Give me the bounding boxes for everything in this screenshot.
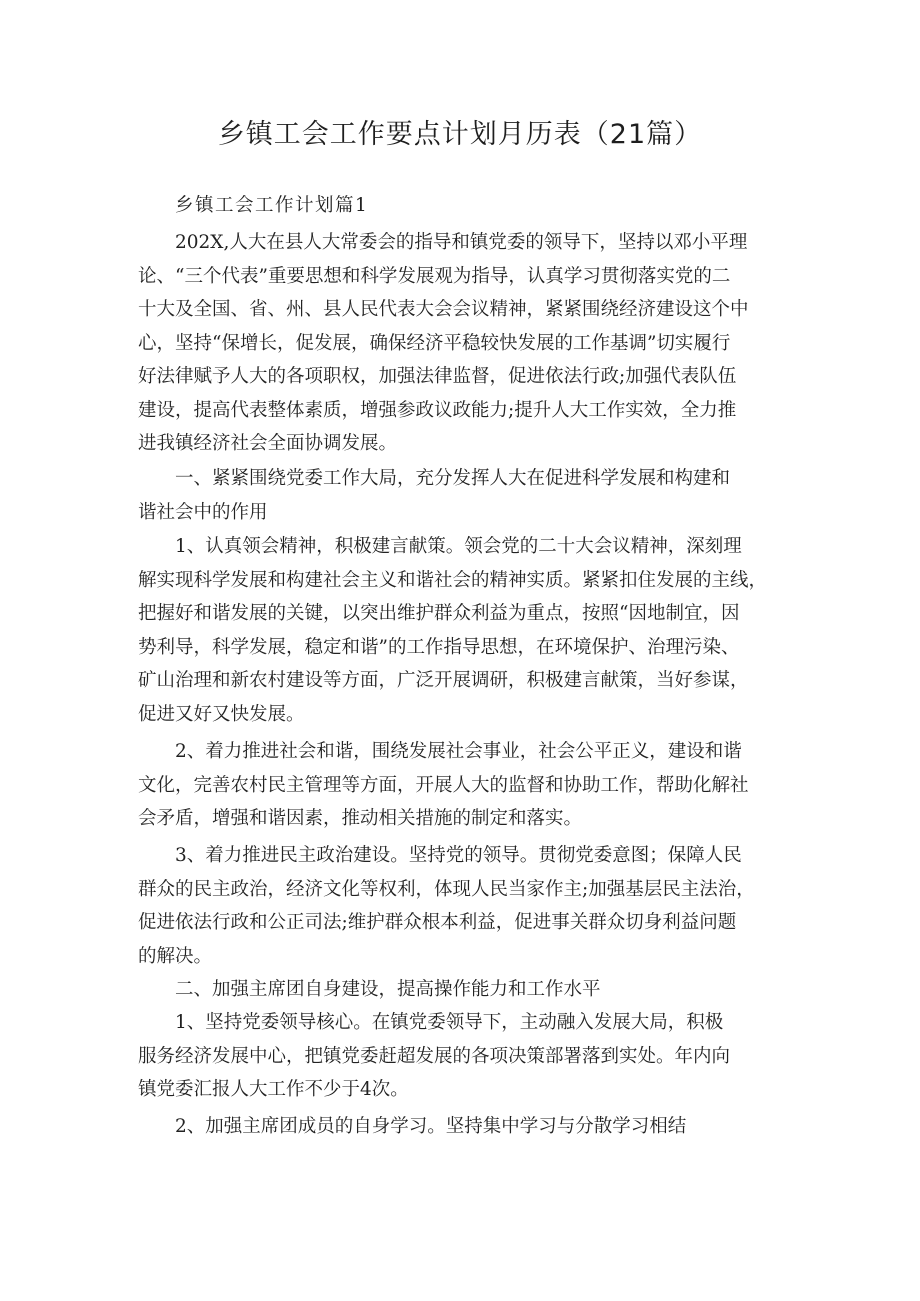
paragraph-item-3: [138, 839, 793, 973]
paragraph-line: 好法律赋予人大的各项职权，加强法律监督，促进依法行政;加强代表队伍: [138, 366, 737, 387]
paragraph-line: 群众的民主政治，经济文化等权利，体现人民当家作主;加强基层民主法治，: [138, 878, 755, 900]
paragraph-line: 进我镇经济社会全面协调发展。: [138, 433, 398, 454]
paragraph-line: 心，坚持“保增长，促发展，确保经济平稳较快发展的工作基调”切实履行: [138, 332, 731, 354]
paragraph-line: 论、“三个代表”重要思想和科学发展观为指导，认真学习贯彻落实党的二: [138, 265, 731, 287]
paragraph-line: 服务经济发展中心，把镇党委赶超发展的各项决策部署落到实处。年内向: [138, 1045, 731, 1067]
heading-part-two: [138, 973, 793, 1007]
paragraph-line: 二、加强主席团自身建设，提高操作能力和工作水平: [175, 979, 601, 1000]
paragraph-line: 解实现科学发展和构建社会主义和谐社会的精神实质。紧紧扣住发展的主线，: [138, 569, 768, 591]
section-heading: [138, 189, 793, 223]
paragraph-intro: [138, 226, 793, 461]
paragraph-item-1: [138, 530, 793, 731]
paragraph-line: 202X,人大在县人大常委会的指导和镇党委的领导下，坚持以邓小平理: [175, 232, 748, 253]
paragraph-line: 矿山治理和新农村建设等方面，广泛开展调研，积极建言献策，当好参谋，: [138, 670, 749, 691]
paragraph-line: 1、认真领会精神，积极建言献策。领会党的二十大会议精神，深刻理: [175, 536, 742, 557]
paragraph-line: 势利导，科学发展，稳定和谐”的工作指导思想，在环境保护、治理污染、: [138, 636, 740, 658]
paragraph-line: 把握好和谐发展的关键，以突出维护群众利益为重点，按照“因地制宜，因: [138, 603, 740, 624]
paragraph-line: 一、紧紧围绕党委工作大局，充分发挥人大在促进科学发展和构建和: [175, 468, 731, 489]
paragraph-part-two-item-2: [138, 1110, 793, 1144]
paragraph-line: 镇党委汇报人大工作不少于4次。: [138, 1079, 409, 1100]
paragraph-line: 的解决。: [138, 945, 213, 967]
heading-part-one: [138, 462, 793, 529]
paragraph-part-two-item-1: [138, 1006, 793, 1107]
paragraph-line: 3、着力推进民主政治建设。坚持党的领导。贯彻党委意图；保障人民: [175, 845, 742, 866]
section-heading-text: 乡镇工会工作计划篇1: [175, 195, 369, 216]
paragraph-line: 十大及全国、省、州、县人民代表大会会议精神，紧紧围绕经济建设这个中: [138, 299, 749, 320]
paragraph-line: 促进又好又快发展。: [138, 703, 305, 725]
paragraph-line: 2、加强主席团成员的自身学习。坚持集中学习与分散学习相结: [175, 1116, 687, 1137]
paragraph-item-2: [138, 735, 793, 836]
paragraph-line: 谐社会中的作用: [138, 501, 268, 523]
paragraph-line: 文化，完善农村民主管理等方面，开展人大的监督和协助工作，帮助化解社: [138, 774, 749, 796]
paragraph-line: 建设，提高代表整体素质，增强参政议政能力;提升人大工作实效，全力推: [138, 399, 737, 421]
paragraph-line: 促进依法行政和公正司法;维护群众根本利益，促进事关群众切身利益问题: [138, 912, 737, 933]
document-title: 乡镇工会工作要点计划月历表（21篇）: [217, 119, 703, 150]
paragraph-line: 1、坚持党委领导核心。在镇党委领导下，主动融入发展大局，积极: [175, 1012, 724, 1033]
paragraph-line: 2、着力推进社会和谐，围绕发展社会事业，社会公平正义，建设和谐: [175, 741, 742, 762]
paragraph-line: 会矛盾，增强和谐因素，推动相关措施的制定和落实。: [138, 808, 583, 829]
